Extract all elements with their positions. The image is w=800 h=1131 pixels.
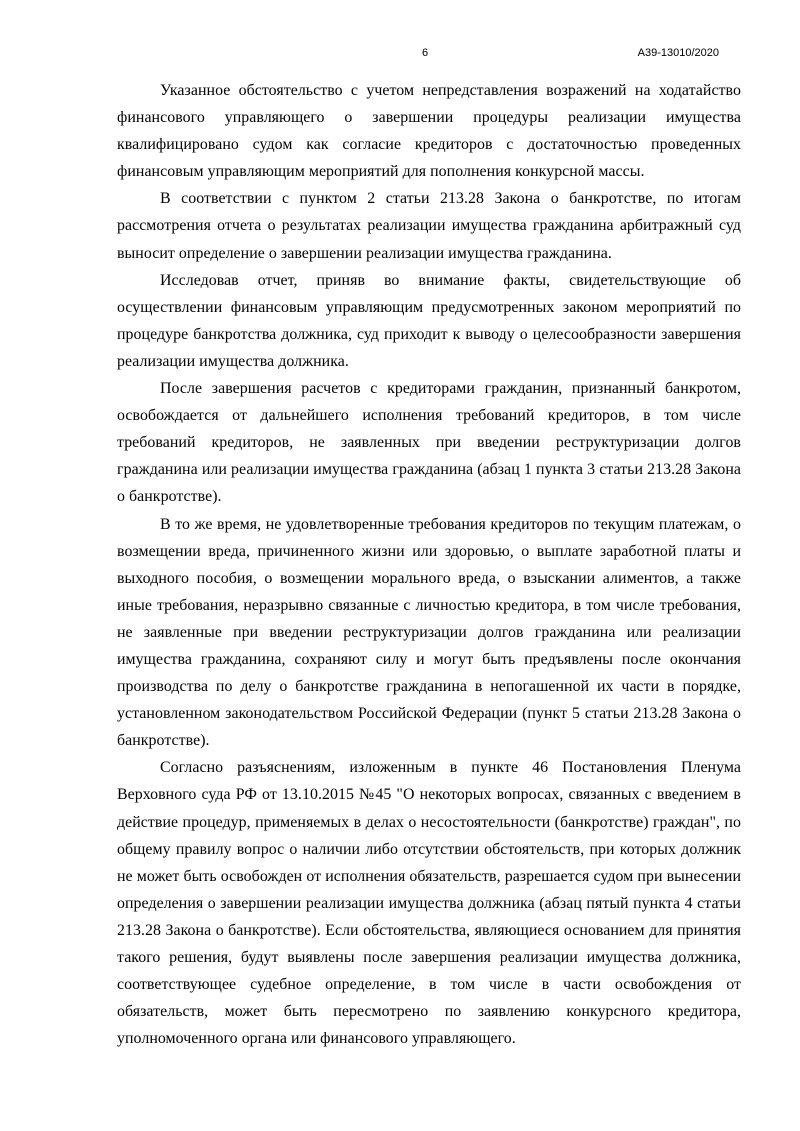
paragraph: Исследовав отчет, приняв во внимание факты, свидетельствующие об осуществлении финансовым управляющим предусмотренных законом мероприятий по процедуре банкротства должника, суд приходит к выводу о целесообразности завершения реализации имущества должника. (117, 271, 741, 370)
case-number: А39-13010/2020 (637, 47, 719, 59)
paragraph: Согласно разъяснениям, изложенным в пункте 46 Постановления Пленума Верховного суда РФ от 13.10.2015 №45 "О некоторых вопросах, связанных с введением в действие процедур, применяемых в делах о несостоятельности (банкротстве) граждан", по общему правилу вопрос о наличии либо отсутствии обстоятельств, при которых должник не может быть освобожден от исполнения обязательств, разрешается судом при вынесении определения о завершении реализации имущества должника (абзац пятый пункта 4 статьи 213.28 Закона о банкротстве). Если обстоятельства, являющиеся основанием для принятия такого решения, будут выявлены после завершения реализации имущества должника, соответствующее судебное определение, в том числе в части освобождения от обязательств, может быть пересмотрено по заявлению конкурсного кредитора, уполномоченного органа или финансового управляющего. (117, 759, 741, 1048)
paragraph: В то же время, не удовлетворенные требования кредиторов по текущим платежам, о возмещении вреда, причиненного жизни или здоровью, о выплате заработной платы и выходного пособия, о возмещении морального вреда, о взыскании алиментов, а также иные требования, неразрывно связанные с личностью кредитора, в том числе требования, не заявленные при введении реструктуризации долгов гражданина или реализации имущества гражданина, сохраняют силу и могут быть предъявлены после окончания производства по делу о банкротстве гражданина в непогашенной их части в порядке, установленном законодательством Российской Федерации (пункт 5 статьи 213.28 Закона о банкротстве). (117, 515, 741, 750)
paragraph: В соответствии с пунктом 2 статьи 213.28 Закона о банкротстве, по итогам рассмотрения отчета о результатах реализации имущества гражданина арбитражный суд выносит определение о завершении реализации имущества гражданина. (117, 190, 741, 262)
paragraph: После завершения расчетов с кредиторами гражданин, признанный банкротом, освобождается от дальнейшего исполнения требований кредиторов, в том числе требований кредиторов, не заявленных при введении реструктуризации долгов гражданина или реализации имущества гражданина (абзац 1 пункта 3 статьи 213.28 Закона о банкротстве). (117, 380, 741, 506)
page-number: 6 (422, 47, 429, 59)
paragraph: Указанное обстоятельство с учетом непредставления возражений на ходатайство финансового управляющего о завершении процедуры реализации имущества квалифицировано судом как согласие кредиторов с достаточностью проведенных финансовым управляющим мероприятий для пополнения конкурсной массы. (117, 82, 741, 181)
document-body (117, 77, 741, 1052)
page-header (0, 47, 800, 63)
